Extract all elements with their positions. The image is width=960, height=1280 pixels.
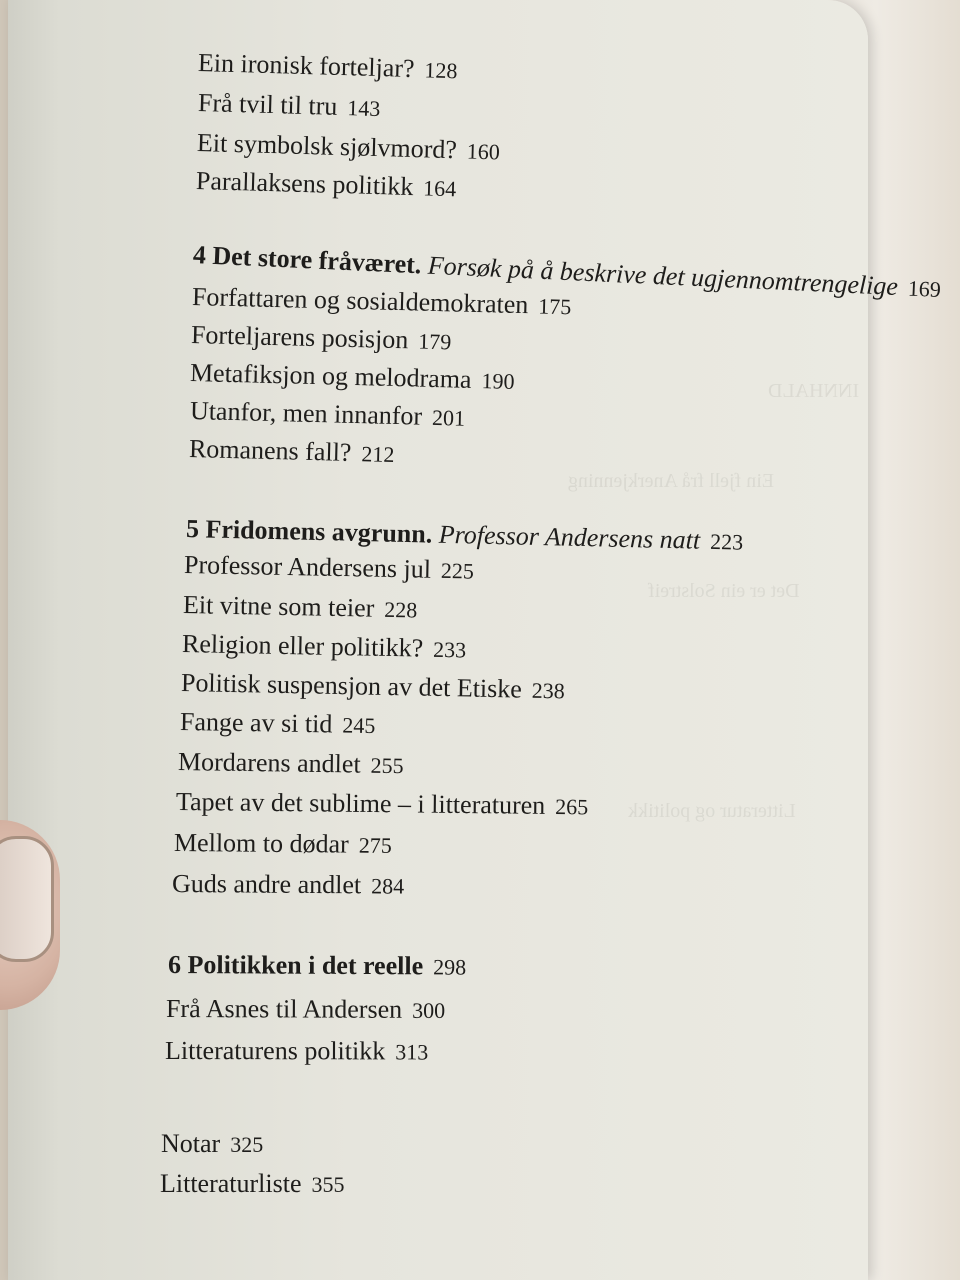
table-of-contents xyxy=(8,0,942,1280)
entry-title: Notar xyxy=(161,1129,221,1158)
show-through-text: INNHALD xyxy=(768,380,860,402)
entry-page: 212 xyxy=(361,441,395,468)
chapter-page: 169 xyxy=(907,275,942,302)
entry-title: Professor Andersens jul xyxy=(183,550,432,584)
toc-entry[interactable] xyxy=(192,282,572,322)
book-page xyxy=(8,0,942,1280)
chapter-title: 5 Fridomens avgrunn. xyxy=(185,514,433,549)
entry-title: Mellom to dødar xyxy=(173,828,349,859)
entry-page: 160 xyxy=(466,138,501,165)
chapter-subtitle: Professor Andersens natt xyxy=(438,519,701,555)
toc-entry[interactable] xyxy=(176,787,589,822)
toc-entry[interactable] xyxy=(161,1129,263,1160)
entry-title: Guds andre andlet xyxy=(171,869,362,900)
entry-page: 233 xyxy=(432,636,467,663)
toc-entry[interactable] xyxy=(180,707,376,741)
entry-title: Metafiksjon og melodrama xyxy=(189,358,472,394)
entry-page: 313 xyxy=(395,1039,429,1065)
toc-entry[interactable] xyxy=(190,396,466,434)
entry-title: Forfattaren og sosialdemokraten xyxy=(191,282,529,320)
toc-entry[interactable] xyxy=(198,48,458,86)
entry-title: Frå Asnes til Andersen xyxy=(165,994,403,1024)
entry-page: 255 xyxy=(370,752,404,779)
toc-entry[interactable] xyxy=(182,629,467,665)
entry-title: Litteraturliste xyxy=(160,1169,302,1198)
entry-title: Tapet av det sublime – i litteraturen xyxy=(175,787,546,820)
toc-entry[interactable] xyxy=(160,1169,345,1200)
entry-page: 355 xyxy=(311,1172,345,1197)
entry-title: Litteraturens politikk xyxy=(164,1036,386,1066)
entry-title: Frå tvil til tru xyxy=(197,88,338,121)
toc-entry[interactable] xyxy=(198,88,381,124)
toc-entry[interactable] xyxy=(172,869,404,902)
entry-page: 228 xyxy=(384,596,418,623)
entry-title: Eit symbolsk sjølvmord? xyxy=(196,128,458,165)
entry-page: 128 xyxy=(424,57,458,84)
entry-page: 164 xyxy=(422,175,457,202)
entry-page: 265 xyxy=(555,793,589,820)
toc-entry[interactable] xyxy=(191,320,452,357)
chapter-title: 4 Det store fråværet. xyxy=(192,240,423,280)
entry-page: 179 xyxy=(418,328,452,355)
toc-entry[interactable] xyxy=(181,668,565,706)
entry-page: 300 xyxy=(412,997,446,1023)
entry-page: 143 xyxy=(346,95,381,122)
entry-title: Mordarens andlet xyxy=(177,747,361,779)
entry-page: 190 xyxy=(481,368,515,394)
entry-page: 284 xyxy=(371,873,405,899)
toc-entry[interactable] xyxy=(196,166,457,204)
entry-title: Parallaksens politikk xyxy=(195,166,414,202)
entry-title: Forteljarens posisjon xyxy=(190,320,409,355)
chapter-title: 6 Politikken i det reelle xyxy=(167,950,424,981)
entry-page: 225 xyxy=(440,557,475,584)
entry-page: 238 xyxy=(531,677,566,704)
entry-page: 245 xyxy=(342,712,376,739)
entry-title: Fange av si tid xyxy=(179,707,333,739)
entry-page: 201 xyxy=(431,404,466,431)
entry-title: Eit vitne som teier xyxy=(182,590,375,623)
entry-page: 275 xyxy=(358,832,392,858)
chapter-page: 223 xyxy=(709,528,744,555)
show-through-text: Det er ein Solstreif xyxy=(648,580,800,602)
toc-entry[interactable] xyxy=(197,128,501,167)
toc-entry[interactable] xyxy=(178,747,404,781)
toc-entry[interactable] xyxy=(189,434,395,470)
toc-entry[interactable] xyxy=(174,828,392,861)
entry-page: 175 xyxy=(538,293,572,320)
entry-title: Politisk suspensjon av det Etiske xyxy=(180,668,523,704)
toc-entry[interactable] xyxy=(166,994,445,1026)
toc-entry[interactable] xyxy=(165,1036,428,1067)
entry-title: Romanens fall? xyxy=(188,434,352,467)
chapter-subtitle: Forsøk på å beskrive det ugjennomtrengelige xyxy=(427,250,899,301)
show-through-text: Ein fjell frå Anerkjenning xyxy=(568,470,775,492)
chapter-page: 298 xyxy=(433,954,467,980)
entry-title: Utanfor, men innanfor xyxy=(189,396,423,431)
chapter-heading[interactable] xyxy=(168,950,466,983)
entry-title: Ein ironisk forteljar? xyxy=(197,48,415,84)
toc-entry[interactable] xyxy=(190,358,515,397)
show-through-text: Litteratur og politikk xyxy=(628,800,796,822)
thumbnail xyxy=(0,836,54,962)
toc-entry[interactable] xyxy=(184,550,475,587)
entry-page: 325 xyxy=(230,1132,264,1157)
entry-title: Religion eller politikk? xyxy=(181,629,424,663)
toc-entry[interactable] xyxy=(183,590,418,625)
